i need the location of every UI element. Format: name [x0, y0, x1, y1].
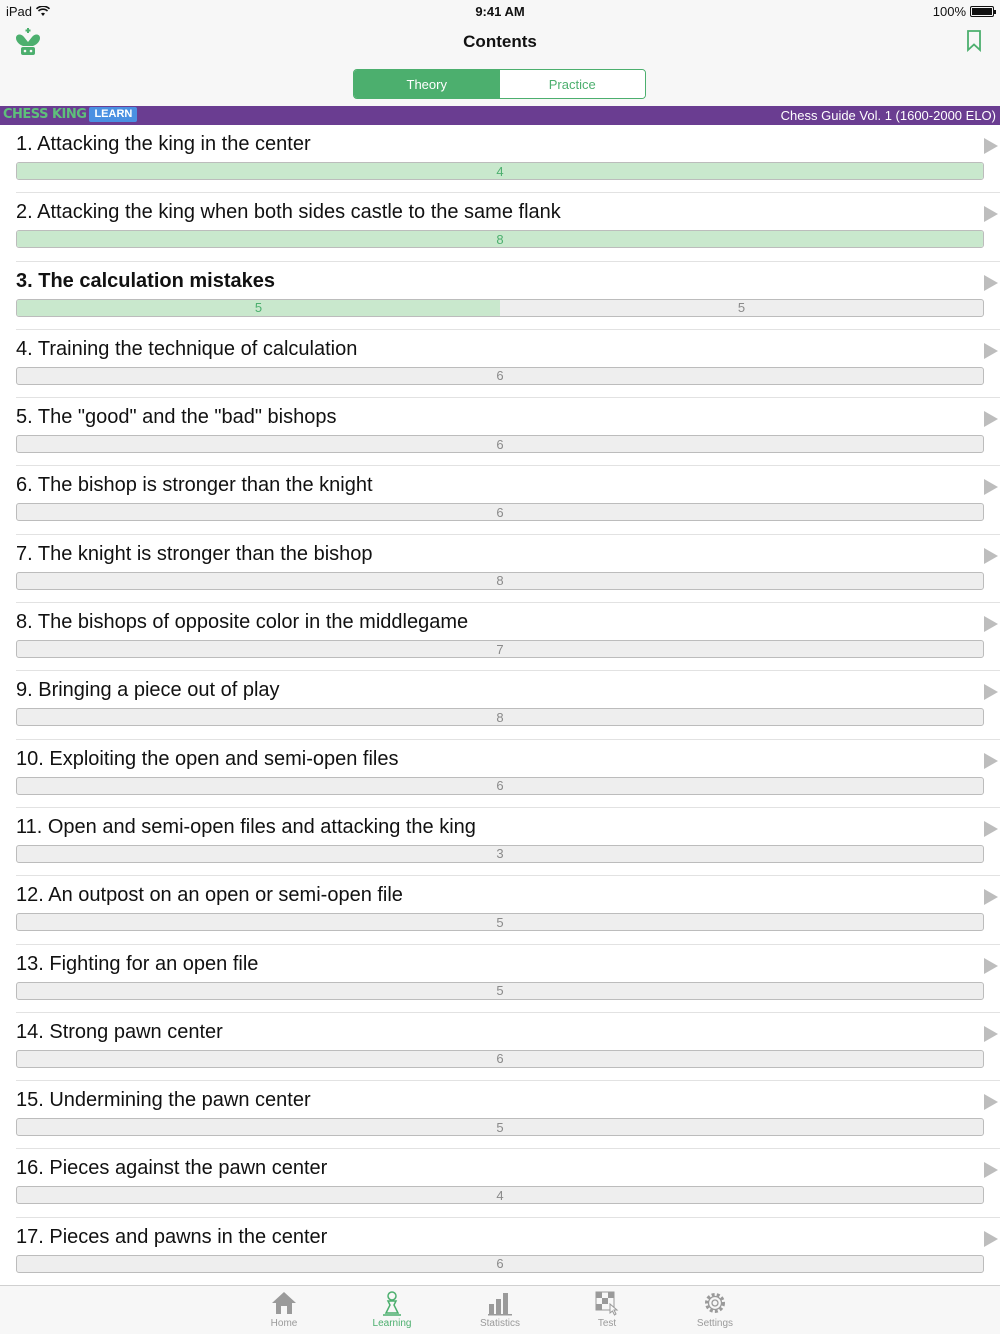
play-arrow-icon[interactable] — [984, 1231, 998, 1247]
tab-learning[interactable] — [347, 1286, 437, 1335]
chapter-row[interactable] — [16, 466, 1000, 534]
chapter-row[interactable] — [16, 125, 1000, 193]
segment-theory[interactable]: Theory — [354, 70, 500, 98]
tab-settings-label: Settings — [696, 1318, 734, 1329]
chapter-progress-bar — [16, 367, 984, 385]
segment-practice[interactable]: Practice — [500, 70, 646, 98]
bookmark-icon[interactable] — [966, 30, 982, 52]
chapter-row[interactable] — [16, 740, 1000, 808]
play-arrow-icon[interactable] — [984, 616, 998, 632]
chapter-progress-bar — [16, 1118, 984, 1136]
chapter-progress-bar — [16, 845, 984, 863]
progress-remaining-segment: 6 — [496, 368, 504, 384]
chapter-progress-bar — [16, 640, 984, 658]
chapter-title: 11. Open and semi-open files and attacking the king — [16, 815, 476, 838]
progress-remaining-segment: 5 — [496, 983, 504, 999]
chapter-progress-bar — [16, 503, 984, 521]
chapter-row[interactable] — [16, 876, 1000, 944]
tab-home[interactable] — [239, 1286, 329, 1335]
chapter-title: 12. An outpost on an open or semi-open file — [16, 884, 403, 907]
progress-done-segment: 4 — [17, 163, 983, 179]
status-bar — [0, 0, 1000, 22]
play-arrow-icon[interactable] — [984, 411, 998, 427]
chapter-title: 6. The bishop is stronger than the knight — [16, 474, 373, 497]
chapter-title: 13. Fighting for an open file — [16, 952, 259, 975]
chapter-row[interactable] — [16, 193, 1000, 261]
navigation-bar — [0, 22, 1000, 106]
chapter-title: 5. The "good" and the "bad" bishops — [16, 406, 337, 429]
play-arrow-icon[interactable] — [984, 479, 998, 495]
play-arrow-icon[interactable] — [984, 889, 998, 905]
play-arrow-icon[interactable] — [984, 753, 998, 769]
progress-remaining-segment: 6 — [496, 436, 504, 452]
chapter-row[interactable] — [16, 808, 1000, 876]
settings-icon — [702, 1290, 728, 1316]
chapter-progress-bar — [16, 1186, 984, 1204]
progress-remaining-segment: 6 — [496, 504, 504, 520]
play-arrow-icon[interactable] — [984, 548, 998, 564]
tab-home-label: Home — [270, 1318, 298, 1329]
progress-done-segment: 5 — [17, 300, 500, 316]
chapter-title: 17. Pieces and pawns in the center — [16, 1225, 328, 1248]
status-right — [933, 4, 994, 19]
play-arrow-icon[interactable] — [984, 275, 998, 291]
chapter-title: 15. Undermining the pawn center — [16, 1089, 311, 1112]
brand-chess-king: CHESS KING — [3, 107, 87, 122]
tab-statistics[interactable] — [455, 1286, 545, 1335]
status-time: 9:41 AM — [475, 4, 525, 19]
progress-remaining-segment: 4 — [496, 1187, 504, 1203]
progress-remaining-segment: 8 — [496, 573, 504, 589]
progress-done-segment: 8 — [17, 231, 983, 247]
chapter-progress-bar — [16, 230, 984, 248]
chapter-progress-bar — [16, 708, 984, 726]
chapter-progress-bar — [16, 435, 984, 453]
progress-remaining-segment: 6 — [496, 1051, 504, 1067]
chapter-title: 4. Training the technique of calculation — [16, 337, 358, 360]
chapter-row[interactable] — [16, 1013, 1000, 1081]
theory-practice-switch — [353, 69, 646, 99]
chapter-row[interactable] — [16, 1081, 1000, 1149]
chess-king-learn-logo — [3, 107, 137, 122]
battery-icon — [970, 6, 994, 17]
progress-remaining-segment: 7 — [496, 641, 504, 657]
tab-settings[interactable] — [670, 1286, 760, 1335]
play-arrow-icon[interactable] — [984, 343, 998, 359]
chapter-row[interactable] — [16, 330, 1000, 398]
tab-test[interactable] — [562, 1286, 652, 1335]
statistics-icon — [487, 1290, 513, 1316]
book-title: Chess Guide Vol. 1 (1600-2000 ELO) — [780, 108, 996, 123]
progress-remaining-segment: 6 — [496, 1256, 504, 1272]
tab-bar — [0, 1285, 1000, 1334]
chapter-progress-bar — [16, 299, 984, 317]
test-icon — [594, 1290, 620, 1316]
tab-test-label: Test — [597, 1318, 617, 1329]
chapter-progress-bar — [16, 1255, 984, 1273]
chapter-title: 2. Attacking the king when both sides castle to the same flank — [16, 201, 561, 224]
chapter-title: 14. Strong pawn center — [16, 1020, 223, 1043]
progress-remaining-segment: 5 — [496, 1119, 504, 1135]
chapter-row[interactable] — [16, 398, 1000, 466]
chapter-title: 16. Pieces against the pawn center — [16, 1157, 328, 1180]
battery-percent: 100% — [932, 4, 966, 19]
chapter-list — [0, 125, 1000, 1285]
play-arrow-icon[interactable] — [984, 958, 998, 974]
chapter-title: 1. Attacking the king in the center — [16, 133, 311, 155]
chapter-progress-bar — [16, 913, 984, 931]
chapter-progress-bar — [16, 982, 984, 1000]
progress-remaining-segment: 5 — [496, 914, 504, 930]
progress-remaining-segment: 8 — [496, 709, 504, 725]
chapter-title: 9. Bringing a piece out of play — [16, 679, 280, 702]
chapter-row[interactable] — [16, 945, 1000, 1013]
learning-icon — [379, 1290, 405, 1316]
chapter-progress-bar — [16, 572, 984, 590]
tab-statistics-label: Statistics — [479, 1318, 520, 1329]
chapter-row[interactable] — [16, 262, 1000, 330]
chapter-row[interactable] — [16, 671, 1000, 739]
chapter-row[interactable] — [16, 1218, 1000, 1285]
page-title: Contents — [463, 32, 537, 51]
progress-remaining-segment: 5 — [737, 300, 746, 316]
course-banner — [0, 106, 1000, 125]
play-arrow-icon[interactable] — [984, 684, 998, 700]
chapter-progress-bar — [16, 162, 984, 180]
device-name: iPad — [6, 4, 33, 19]
chapter-progress-bar — [16, 777, 984, 795]
play-arrow-icon[interactable] — [984, 1162, 998, 1178]
chapter-title: 3. The calculation mistakes — [16, 269, 275, 292]
home-icon — [271, 1290, 297, 1316]
play-arrow-icon[interactable] — [984, 206, 998, 222]
brand-learn: LEARN — [89, 107, 137, 122]
play-arrow-icon[interactable] — [984, 1094, 998, 1110]
progress-remaining-segment: 6 — [496, 778, 504, 794]
chapter-row[interactable] — [16, 603, 1000, 671]
chapter-title: 10. Exploiting the open and semi-open files — [16, 747, 399, 770]
chapter-progress-bar — [16, 1050, 984, 1068]
chapter-row[interactable] — [16, 1149, 1000, 1217]
play-arrow-icon[interactable] — [984, 821, 998, 837]
tab-learning-label: Learning — [372, 1318, 412, 1329]
chapter-title: 7. The knight is stronger than the bishop — [16, 542, 373, 565]
play-arrow-icon[interactable] — [984, 1026, 998, 1042]
progress-remaining-segment: 3 — [496, 846, 504, 862]
chapter-title: 8. The bishops of opposite color in the middlegame — [16, 611, 469, 634]
chapter-row[interactable] — [16, 535, 1000, 603]
play-arrow-icon[interactable] — [984, 138, 998, 154]
